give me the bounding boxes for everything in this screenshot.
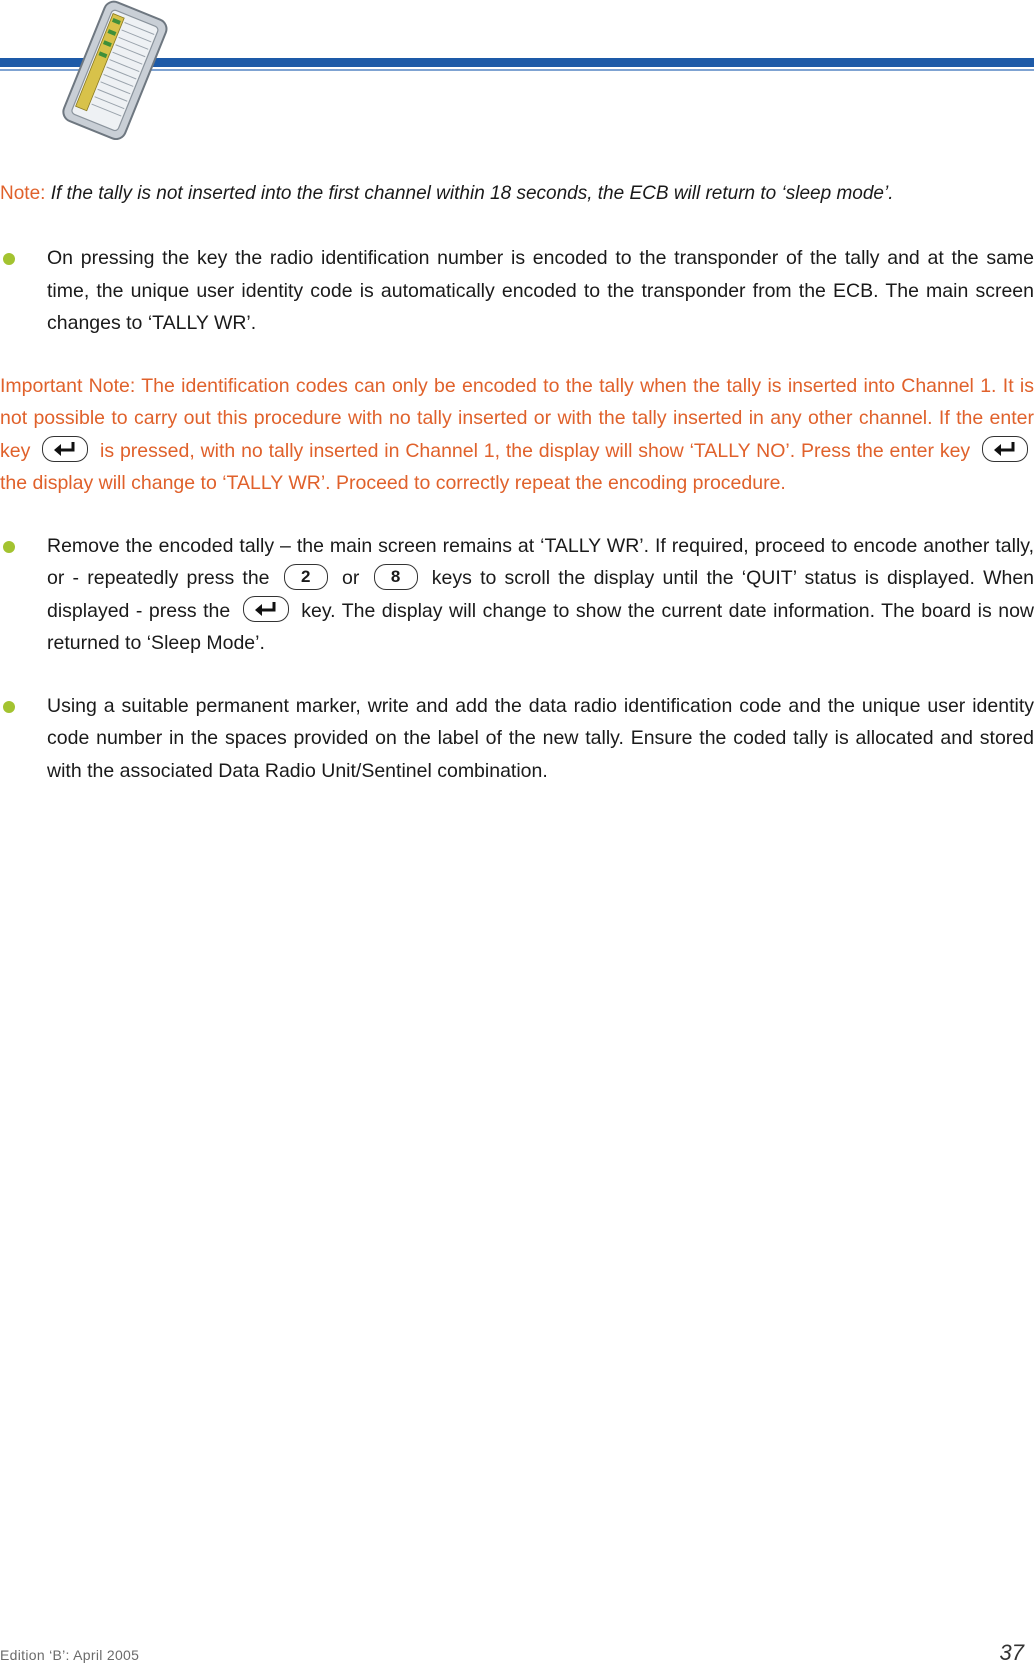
bullet-item-remove	[0, 530, 1034, 660]
sleep-mode-note	[0, 178, 1034, 210]
enter-key-icon	[243, 596, 289, 622]
bullet-text: On pressing the key the radio identification number is encoded to the transponder of the tally and at the same time, the unique user identity code is automatically encoded to the transponder from the ECB. The main screen changes to ‘TALLY WR’.	[47, 247, 1034, 334]
bullet-dot-icon	[3, 541, 15, 553]
bullet-text-1: Remove the encoded tally – the main screen remains at ‘TALLY WR’. If required, proceed to encode another tally, or - repeatedly press the	[47, 534, 1034, 589]
bullet-dot-icon	[3, 253, 15, 265]
bullet-text-3: key. The display will change to show the current date information. The board is now returned to ‘Sleep Mode’.	[47, 599, 1034, 654]
tally-board-icon	[44, 0, 184, 140]
important-note-text-2: is pressed, with no tally inserted in Channel 1, the display will show ‘TALLY NO’. Press the enter key	[100, 439, 971, 462]
important-note	[0, 370, 1034, 500]
important-note-text-1: Important Note: The identification codes can only be encoded to the tally when the tally is inserted into Channel 1. It is not possible to carry out this procedure with no tally inserted or with the tally inserted in any other channel. If the enter key	[0, 374, 1034, 462]
note-label: Note:	[0, 183, 46, 204]
bullet-item-label	[0, 690, 1034, 788]
page-number: 37	[999, 1640, 1024, 1665]
bullet-text: Using a suitable permanent marker, write and add the data radio identification code and the unique user identity code number in the spaces provided on the label of the new tally. Ensure the coded tally is allocated and stored with the associated Data Radio Unit/Sentinel combination.	[47, 694, 1034, 782]
key-2-icon: 2	[284, 564, 328, 590]
or-text: or	[341, 567, 360, 589]
bullet-item-encode	[0, 242, 1034, 340]
bullet-text-2: keys to scroll the display until the ‘QUIT’ status is displayed. When displayed - press the	[47, 567, 1034, 622]
enter-key-icon	[982, 436, 1028, 462]
note-text: If the tally is not inserted into the first channel within 18 seconds, the ECB will return to ‘sleep mode’.	[50, 183, 894, 204]
enter-key-icon	[42, 436, 88, 462]
key-8-icon: 8	[374, 564, 418, 590]
bullet-dot-icon	[3, 701, 15, 713]
important-note-text-3: the display will change to ‘TALLY WR’. Proceed to correctly repeat the encoding procedure.	[0, 472, 786, 494]
edition-label: Edition ‘B’: April 2005	[0, 1647, 140, 1663]
